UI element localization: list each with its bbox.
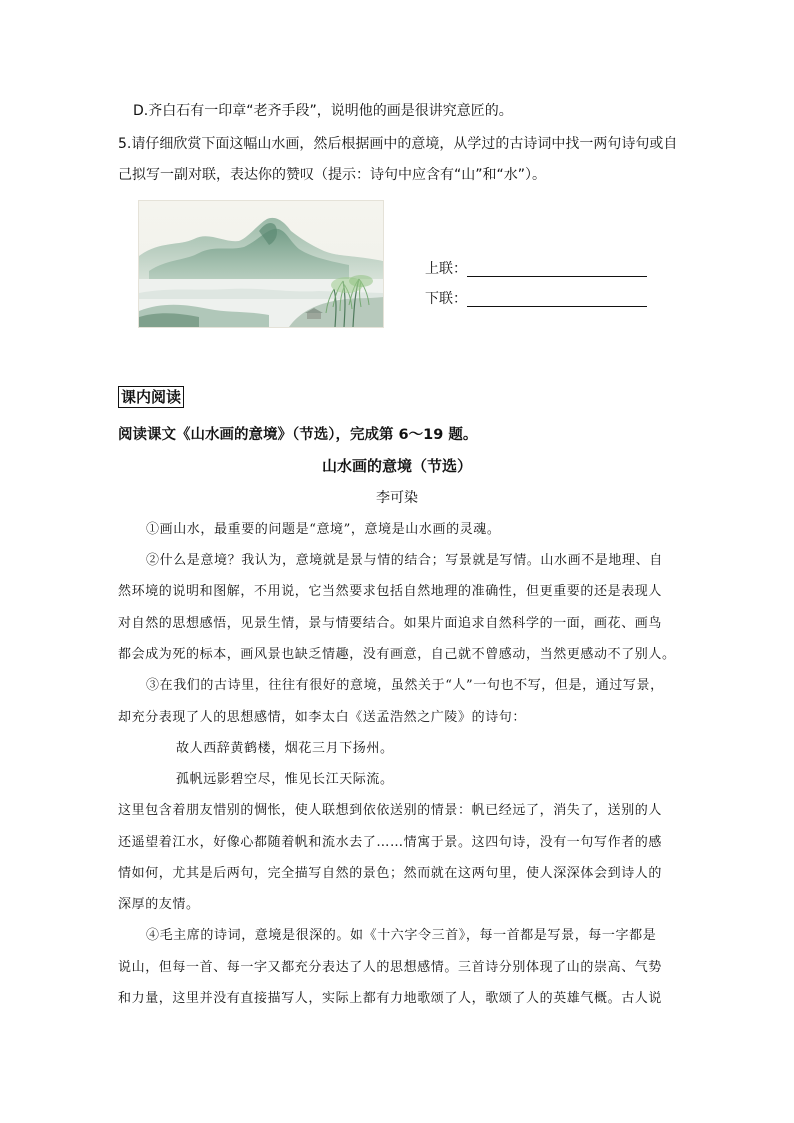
section-heading: 课内阅读	[118, 386, 184, 408]
upper-couplet-label: 上联：	[425, 261, 467, 277]
landscape-painting-svg	[139, 201, 383, 327]
question-option-d: D.齐白石有一印章“老齐手段”，说明他的画是很讲究意匠的。	[133, 103, 513, 119]
article-paragraph-3-line: 深厚的友情。	[118, 897, 200, 912]
lower-couplet-label: 下联：	[425, 291, 467, 307]
article-paragraph-3-line: 还遥望着江水，好像心都随着帆和流水去了……情寓于景。这四句诗，没有一句写作者的感	[118, 835, 663, 850]
poem-line: 孤帆远影碧空尽，惟见长江天际流。	[176, 772, 394, 787]
article-paragraph-3-line: 这里包含着朋友惜别的惆怅，使人联想到依依送别的情景：帆已经远了，消失了，送别的人	[118, 803, 663, 818]
article-paragraph-1: ①画山水，最重要的问题是“意境”，意境是山水画的灵魂。	[146, 522, 501, 537]
article-title: 山水画的意境（节选）	[321, 457, 472, 475]
article-paragraph-4-line: 和力量，这里并没有直接描写人，实际上都有力地歌颂了人，歌颂了人的英雄气概。古人说	[118, 991, 663, 1006]
article-paragraph-4-line: ④毛主席的诗词，意境是很深的。如《十六字令三首》，每一首都是写景，每一字都是	[146, 928, 657, 943]
article-paragraph-3-line: 情如何，尤其是后两句，完全描写自然的景色；然而就在这两句里，使人深深体会到诗人的	[118, 866, 663, 881]
question5-line2: 己拟写一副对联，表达你的赞叹（提示：诗句中应含有“山”和“水”）。	[118, 167, 547, 183]
article-paragraph-2-line: 然环境的说明和图解，不用说，它当然要求包括自然地理的准确性，但更重要的还是表现人	[118, 584, 663, 599]
article-paragraph-2-line: ②什么是意境？我认为，意境就是景与情的结合；写景就是写情。山水画不是地理、自	[146, 553, 663, 568]
poem-line: 故人西辞黄鹤楼，烟花三月下扬州。	[176, 741, 394, 756]
article-paragraph-2-line: 对自然的思想感悟，见景生情，景与情要结合。如果片面追求自然科学的一面，画花、画鸟	[118, 616, 663, 631]
upper-couplet-blank[interactable]	[467, 276, 647, 277]
article-paragraph-3-line: ③在我们的古诗里，往往有很好的意境，虽然关于“人”一句也不写，但是，通过写景，	[146, 678, 664, 693]
question5-line1: 5.请仔细欣赏下面这幅山水画，然后根据画中的意境，从学过的古诗词中找一两句诗句或自	[118, 136, 678, 152]
article-author: 李可染	[376, 490, 418, 506]
article-paragraph-4-line: 说山，但每一首、每一字又都充分表达了人的思想感情。三首诗分别体现了山的崇高、气势	[118, 960, 663, 975]
landscape-painting-image	[138, 200, 384, 328]
reading-instruction: 阅读课文《山水画的意境》（节选），完成第 6～19 题。	[118, 427, 478, 443]
lower-couplet-blank[interactable]	[467, 306, 647, 307]
article-paragraph-3-line: 却充分表现了人的思想感情，如李太白《送孟浩然之广陵》的诗句：	[118, 710, 527, 725]
article-paragraph-2-line: 都会成为死的标本，画风景也缺乏情趣，没有画意，自己就不曾感动，当然更感动不了别人。	[118, 647, 676, 662]
